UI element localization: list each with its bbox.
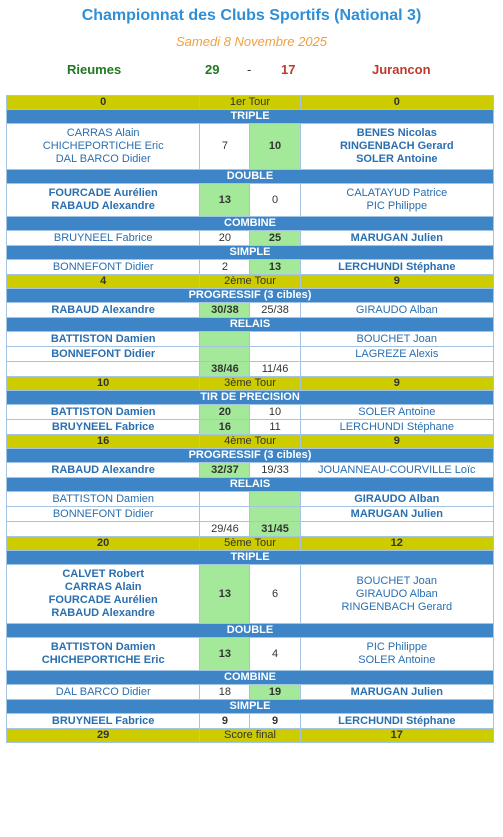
home-score	[200, 332, 250, 347]
home-players	[7, 231, 200, 246]
away-score: 10	[250, 405, 300, 420]
discipline-header	[7, 671, 494, 685]
discipline-header	[7, 217, 494, 231]
discipline-label: RELAIS	[7, 318, 494, 332]
away-score	[250, 492, 300, 507]
round-summary-row	[7, 537, 494, 551]
away-score: 25	[250, 231, 300, 246]
away-score: 19	[250, 685, 300, 700]
match-date: Samedi 8 Novembre 2025	[175, 34, 328, 49]
away-players	[300, 463, 493, 478]
match-row	[7, 303, 494, 318]
match-row	[7, 260, 494, 275]
home-team-name: Rieumes	[67, 62, 122, 77]
match-row	[7, 638, 494, 671]
away-score	[250, 347, 300, 362]
results-table	[6, 95, 494, 743]
relay-row	[7, 362, 494, 377]
match-row	[7, 565, 494, 624]
away-player: GIRAUDO Alban	[300, 492, 493, 507]
discipline-header	[7, 449, 494, 463]
match-row	[7, 685, 494, 700]
home-players	[7, 638, 200, 671]
away-score: 6	[250, 565, 300, 624]
home-player: CALVET Robert	[62, 568, 145, 580]
away-players	[300, 420, 493, 435]
home-players	[7, 184, 200, 217]
home-players	[7, 260, 200, 275]
relay-row	[7, 522, 494, 537]
away-players	[300, 714, 493, 729]
discipline-header	[7, 478, 494, 492]
home-player: BONNEFONT Didier	[7, 507, 200, 522]
discipline-header	[7, 246, 494, 260]
away-players	[300, 184, 493, 217]
away-player: LAGREZE Alexis	[300, 347, 493, 362]
round-home-total: 16	[7, 435, 200, 449]
discipline-label: COMBINE	[7, 671, 494, 685]
round-away-total: 12	[300, 537, 493, 551]
away-players	[300, 303, 493, 318]
away-player: LERCHUNDI Stéphane	[338, 714, 456, 727]
home-players	[7, 685, 200, 700]
round-home-total: 20	[7, 537, 200, 551]
home-players	[7, 303, 200, 318]
home-score	[200, 507, 250, 522]
round-home-total: 29	[7, 729, 200, 743]
round-label: 2ème Tour	[200, 275, 300, 289]
away-score: 11/46	[250, 362, 300, 377]
away-player: JOUANNEAU-COURVILLE Loïc	[318, 463, 476, 476]
home-score: 16	[200, 420, 250, 435]
home-score: 13	[200, 638, 250, 671]
discipline-label: PROGRESSIF (3 cibles)	[7, 449, 494, 463]
discipline-label: COMBINE	[7, 217, 494, 231]
away-players	[300, 405, 493, 420]
home-score: 38/46	[200, 362, 250, 377]
away-player: MARUGAN Julien	[350, 231, 443, 244]
discipline-header	[7, 318, 494, 332]
away-player: RINGENBACH Gerard	[339, 140, 454, 152]
final-score-row	[7, 729, 494, 743]
away-player: GIRAUDO Alban	[355, 303, 438, 316]
discipline-label: TRIPLE	[7, 551, 494, 565]
away-player	[300, 522, 493, 537]
round-away-total: 9	[300, 377, 493, 391]
round-label: 4ème Tour	[200, 435, 300, 449]
discipline-label: RELAIS	[7, 478, 494, 492]
away-players	[300, 638, 493, 671]
home-players	[7, 405, 200, 420]
home-player: DAL BARCO Didier	[55, 685, 151, 698]
away-player: RINGENBACH Gerard	[341, 600, 453, 613]
relay-row	[7, 492, 494, 507]
away-score: 9	[250, 714, 300, 729]
home-players	[7, 565, 200, 624]
home-player: RABAUD Alexandre	[51, 200, 155, 212]
home-player: BATTISTON Damien	[50, 405, 156, 418]
score-separator: -	[247, 62, 252, 77]
discipline-header	[7, 289, 494, 303]
away-player: SOLER Antoine	[358, 654, 436, 666]
round-label: Score final	[200, 729, 300, 743]
home-player: BATTISTON Damien	[7, 492, 200, 507]
away-score: 11	[250, 420, 300, 435]
round-label: 1er Tour	[200, 96, 300, 110]
home-player: BRUYNEEL Fabrice	[53, 231, 153, 244]
home-score: 13	[200, 565, 250, 624]
home-player	[7, 362, 200, 377]
match-row	[7, 124, 494, 170]
home-score	[200, 492, 250, 507]
away-score: 31/45	[250, 522, 300, 537]
home-player: RABAUD Alexandre	[51, 303, 155, 316]
away-player: LERCHUNDI Stéphane	[338, 260, 456, 273]
match-row	[7, 714, 494, 729]
home-score: 30/38	[200, 303, 250, 318]
home-player: BATTISTON Damien	[50, 641, 156, 653]
away-player	[300, 362, 493, 377]
round-summary-row	[7, 435, 494, 449]
home-player: DAL BARCO Didier	[55, 153, 151, 165]
home-team-score: 29	[205, 62, 220, 77]
away-player: GIRAUDO Alban	[355, 587, 438, 600]
home-player: CHICHEPORTICHE Eric	[42, 140, 164, 152]
home-player: RABAUD Alexandre	[51, 463, 155, 476]
discipline-label: SIMPLE	[7, 700, 494, 714]
away-player: BOUCHET Joan	[300, 332, 493, 347]
away-player: MARUGAN Julien	[350, 685, 443, 698]
home-player: FOURCADE Aurélien	[48, 187, 158, 199]
page-title: Championnat des Clubs Sportifs (National 3)	[81, 7, 422, 24]
home-players	[7, 714, 200, 729]
discipline-label: DOUBLE	[7, 170, 494, 184]
round-away-total: 17	[300, 729, 493, 743]
home-player: BRUYNEEL Fabrice	[51, 420, 155, 433]
home-score: 2	[200, 260, 250, 275]
round-home-total: 0	[7, 96, 200, 110]
home-players	[7, 124, 200, 170]
away-score: 0	[250, 184, 300, 217]
discipline-header	[7, 110, 494, 124]
away-player: BOUCHET Joan	[356, 574, 438, 587]
away-score: 10	[250, 124, 300, 170]
away-player: MARUGAN Julien	[300, 507, 493, 522]
round-away-total: 0	[300, 96, 493, 110]
away-players	[300, 260, 493, 275]
away-player: SOLER Antoine	[356, 153, 438, 165]
discipline-label: DOUBLE	[7, 624, 494, 638]
away-score: 19/33	[250, 463, 300, 478]
home-player: BONNEFONT Didier	[7, 347, 200, 362]
relay-row	[7, 347, 494, 362]
home-score: 20	[200, 405, 250, 420]
away-players	[300, 565, 493, 624]
away-score: 4	[250, 638, 300, 671]
match-row	[7, 231, 494, 246]
home-score: 13	[200, 184, 250, 217]
round-summary-row	[7, 96, 494, 110]
discipline-label: SIMPLE	[7, 246, 494, 260]
home-player: BRUYNEEL Fabrice	[51, 714, 155, 727]
home-score: 20	[200, 231, 250, 246]
discipline-header	[7, 700, 494, 714]
discipline-header	[7, 551, 494, 565]
match-row	[7, 420, 494, 435]
home-player: BONNEFONT Didier	[52, 260, 154, 273]
away-players	[300, 231, 493, 246]
away-player: PIC Philippe	[366, 641, 428, 653]
discipline-label: TIR DE PRECISION	[7, 391, 494, 405]
away-players	[300, 685, 493, 700]
away-players	[300, 124, 493, 170]
relay-row	[7, 332, 494, 347]
discipline-header	[7, 391, 494, 405]
away-player: CALATAYUD Patrice	[346, 187, 448, 199]
round-summary-row	[7, 377, 494, 391]
round-home-total: 10	[7, 377, 200, 391]
match-row	[7, 184, 494, 217]
away-score	[250, 507, 300, 522]
home-player: CARRAS Alain	[66, 127, 140, 139]
match-row	[7, 463, 494, 478]
away-player: SOLER Antoine	[358, 405, 436, 418]
discipline-header	[7, 170, 494, 184]
home-player: CARRAS Alain	[64, 581, 142, 593]
away-player: BENES Nicolas	[356, 127, 437, 139]
home-score: 7	[200, 124, 250, 170]
home-player: CHICHEPORTICHE Eric	[41, 654, 165, 666]
home-players	[7, 463, 200, 478]
round-away-total: 9	[300, 435, 493, 449]
away-player: LERCHUNDI Stéphane	[339, 420, 454, 433]
round-summary-row	[7, 275, 494, 289]
away-team-score: 17	[281, 62, 296, 77]
discipline-label: PROGRESSIF (3 cibles)	[7, 289, 494, 303]
relay-row	[7, 507, 494, 522]
discipline-header	[7, 624, 494, 638]
match-row	[7, 405, 494, 420]
round-home-total: 4	[7, 275, 200, 289]
home-score: 18	[200, 685, 250, 700]
home-player: FOURCADE Aurélien	[48, 594, 158, 606]
home-score	[200, 347, 250, 362]
home-score: 9	[200, 714, 250, 729]
away-player: PIC Philippe	[366, 200, 428, 212]
home-player: BATTISTON Damien	[7, 332, 200, 347]
discipline-label: TRIPLE	[7, 110, 494, 124]
round-label: 3ème Tour	[200, 377, 300, 391]
home-score: 32/37	[200, 463, 250, 478]
home-player: RABAUD Alexandre	[51, 607, 155, 619]
away-score: 25/38	[250, 303, 300, 318]
away-score: 13	[250, 260, 300, 275]
home-players	[7, 420, 200, 435]
home-score: 29/46	[200, 522, 250, 537]
round-away-total: 9	[300, 275, 493, 289]
away-team-name: Jurancon	[372, 62, 431, 77]
away-score	[250, 332, 300, 347]
round-label: 5ème Tour	[200, 537, 300, 551]
home-player	[7, 522, 200, 537]
